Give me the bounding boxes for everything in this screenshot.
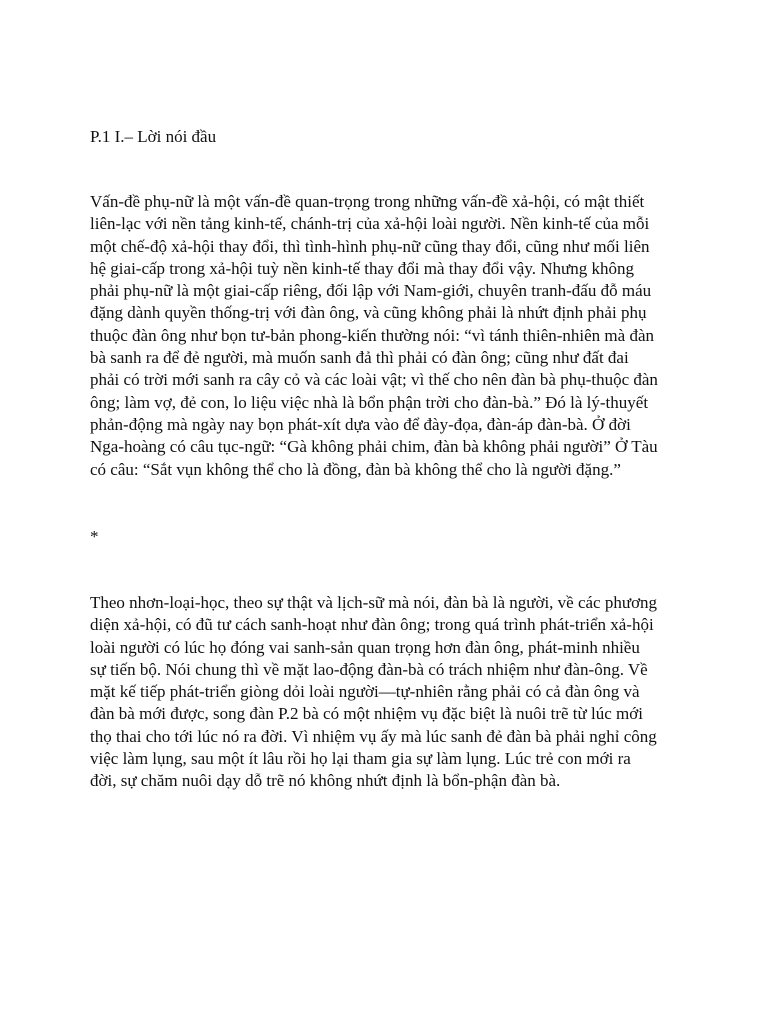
paragraph-line: sự tiến bộ. Nói chung thì về mặt lao-động đàn-bà có trách nhiệm như đàn-ông. Về	[90, 659, 648, 679]
paragraph-line: diện xả-hội, có đũ tư cách sanh-hoạt như đàn ông; trong quá trình phát-triển xả-hội	[90, 615, 654, 635]
paragraph-line: đặng dành quyền thống-trị với đàn ông, và cũng không phải là nhứt định phải phụ	[90, 303, 647, 323]
paragraph-line: việc làm lụng, sau một ít lâu rồi họ lại tham gia sự làm lụng. Lúc trẻ con mới ra	[90, 749, 631, 769]
paragraph-line: bà sanh ra để đẻ người, mà muốn sanh đả thì phải có đàn ông; cũng như đất đai	[90, 348, 629, 368]
paragraph-line: phải phụ-nữ là một giai-cấp riêng, đối lập với Nam-giới, chuyên tranh-đấu đỗ máu	[90, 281, 652, 301]
paragraph-line: Vấn-đề phụ-nữ là một vấn-đề quan-trọng trong những vấn-đề xả-hội, có mật thiết	[90, 192, 645, 211]
paragraph-line: loài người có lúc họ đóng vai sanh-sản quan trọng hơn đàn ông, phát-minh nhiều	[90, 637, 640, 657]
paragraph-line: liên-lạc với nền tảng kinh-tế, chánh-trị của xả-hội loài người. Nền kinh-tế của mỗi	[90, 214, 650, 234]
paragraph-line: phản-động mà ngày nay bọn phát-xít dựa vào để đày-đọa, đàn-áp đàn-bà. Ở đời	[90, 414, 631, 434]
paragraph-line: thuộc đàn ông như bọn tư-bản phong-kiến thường nói: “vì tánh thiên-nhiên mà đàn	[90, 325, 654, 345]
paragraph-line: ông; làm vợ, đẻ con, lo liệu việc nhà là bổn phận trời cho đàn-bà.” Đó là lý-thuyết	[90, 392, 649, 412]
section-separator: *	[90, 527, 99, 546]
paragraph-anthropology	[90, 592, 682, 793]
paragraph-line: có câu: “Sắt vụn không thể cho là đồng, đàn bà không thể cho là người đặng.”	[90, 459, 621, 479]
paragraph-line: phải có trời mới sanh ra cây cỏ và các loài vật; vì thế cho nên đàn bà phụ-thuộc đàn	[90, 370, 658, 390]
paragraph-line: đời, sự chăm nuôi dạy dỗ trẽ nó không nhứt định là bổn-phận đàn bà.	[90, 771, 561, 791]
paragraph-line: Theo nhơn-loại-học, theo sự thật và lịch-sữ mà nói, đàn bà là người, về các phương	[90, 593, 658, 612]
paragraph-line: một chế-độ xả-hội thay đổi, thì tình-hình phụ-nữ cũng thay đổi, cũng như mối liên	[90, 236, 650, 256]
paragraph-line: đàn bà mới được, song đàn P.2 bà có một nhiệm vụ đặc biệt là nuôi trẽ từ lúc mới	[90, 704, 643, 724]
section-heading: P.1 I.– Lời nói đầu	[90, 127, 217, 146]
paragraph-line: hệ giai-cấp trong xả-hội tuỳ nền kinh-tế thay đổi mà thay đổi vậy. Nhưng không	[90, 258, 634, 278]
paragraph-intro	[90, 191, 682, 481]
paragraph-line: mặt kế tiếp phát-triển giòng dỏi loài người—tự-nhiên rằng phải có cả đàn ông và	[90, 682, 640, 702]
paragraph-line: thọ thai cho tới lúc nó ra đời. Vì nhiệm vụ ấy mà lúc sanh đẻ đàn bà phải nghỉ công	[90, 726, 657, 746]
paragraph-line: Nga-hoàng có câu tục-ngữ: “Gà không phải chim, đàn bà không phải người” Ở Tàu	[90, 437, 658, 457]
